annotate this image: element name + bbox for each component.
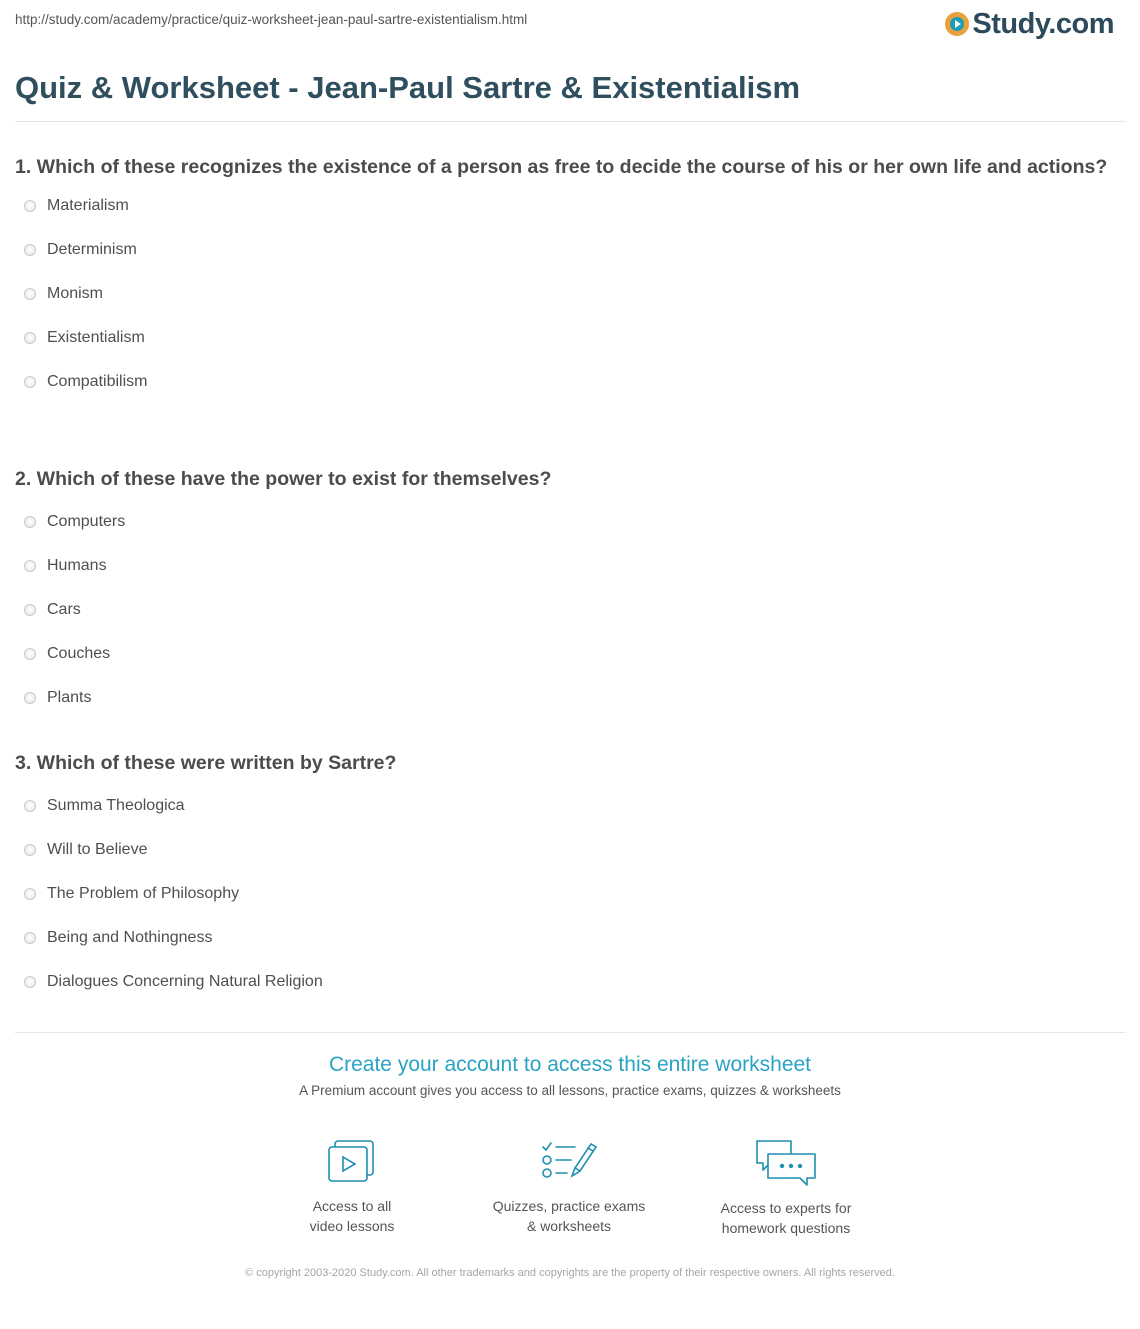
play-logo-icon [945, 12, 969, 36]
radio-button[interactable] [24, 844, 36, 856]
radio-button[interactable] [24, 800, 36, 812]
radio-button[interactable] [24, 288, 36, 300]
feature-label-line: Access to all [312, 1198, 392, 1214]
create-account-link[interactable]: Create your account to access this entire worksheet [328, 1053, 812, 1076]
radio-button[interactable] [24, 560, 36, 572]
promo-divider [15, 1032, 1125, 1033]
page-title: Quiz & Worksheet - Jean-Paul Sartre & Existentialism [15, 70, 801, 105]
study-logo[interactable] [945, 8, 1114, 40]
answer-option[interactable] [15, 676, 1115, 720]
feature-label-line: homework questions [721, 1220, 851, 1236]
question-text: 2. Which of these have the power to exist for themselves? [15, 468, 552, 490]
question-text: 3. Which of these were written by Sartre? [15, 752, 397, 774]
question-3 [15, 749, 1115, 1004]
option-label: Computers [47, 513, 126, 530]
option-label: Compatibilism [47, 373, 148, 390]
answer-options [15, 184, 1115, 404]
feature-video-lessons [252, 1138, 452, 1236]
option-label: Humans [47, 557, 107, 574]
radio-button[interactable] [24, 332, 36, 344]
radio-button[interactable] [24, 888, 36, 900]
chat-bubbles-icon [754, 1138, 818, 1188]
radio-button[interactable] [24, 244, 36, 256]
radio-button[interactable] [24, 604, 36, 616]
radio-button[interactable] [24, 692, 36, 704]
top-bar [0, 0, 1140, 50]
radio-button[interactable] [24, 932, 36, 944]
option-label: The Problem of Philosophy [47, 885, 240, 902]
radio-button[interactable] [24, 376, 36, 388]
answer-options [15, 784, 1115, 1004]
option-label: Plants [47, 689, 92, 706]
quiz-checklist-icon [539, 1138, 599, 1186]
option-label: Summa Theologica [47, 797, 185, 814]
radio-button[interactable] [24, 648, 36, 660]
title-divider [15, 121, 1125, 122]
radio-button[interactable] [24, 200, 36, 212]
option-label: Existentialism [47, 329, 145, 346]
radio-button[interactable] [24, 516, 36, 528]
feature-label-line: & worksheets [526, 1218, 612, 1234]
feature-label-line: video lessons [309, 1218, 395, 1234]
feature-label [469, 1196, 669, 1236]
answer-option[interactable] [15, 872, 1115, 916]
option-label: Cars [47, 601, 81, 618]
promo-subtitle: A Premium account gives you access to all lessons, practice exams, quizzes & worksheets [299, 1083, 841, 1098]
option-label: Monism [47, 285, 104, 302]
answer-option[interactable] [15, 316, 1115, 360]
answer-option[interactable] [15, 828, 1115, 872]
question-text: 1. Which of these recognizes the existence of a person as free to decide the course of his or her own life and actions? [15, 156, 1108, 178]
radio-button[interactable] [24, 976, 36, 988]
answer-option[interactable] [15, 184, 1115, 228]
answer-option[interactable] [15, 588, 1115, 632]
option-label: Determinism [47, 241, 137, 258]
answer-option[interactable] [15, 632, 1115, 676]
option-label: Materialism [47, 197, 129, 214]
answer-option[interactable] [15, 500, 1115, 544]
answer-options [15, 500, 1115, 720]
logo-text: Study.com [972, 7, 1114, 40]
copyright-notice: © copyright 2003-2020 Study.com. All other trademarks and copyrights are the property of their respective owners. All rights reserved. [245, 1267, 895, 1279]
answer-option[interactable] [15, 360, 1115, 404]
answer-option[interactable] [15, 784, 1115, 828]
video-lessons-icon [324, 1138, 380, 1186]
feature-label-line: Quizzes, practice exams [492, 1198, 646, 1214]
option-label: Being and Nothingness [47, 929, 213, 946]
answer-option[interactable] [15, 228, 1115, 272]
feature-label-line: Access to experts for [720, 1200, 852, 1216]
feature-label [686, 1198, 886, 1238]
question-1 [15, 153, 1115, 404]
answer-option[interactable] [15, 916, 1115, 960]
page-url: http://study.com/academy/practice/quiz-worksheet-jean-paul-sartre-existentialism.html [15, 12, 528, 27]
feature-label [252, 1196, 452, 1236]
option-label: Will to Believe [47, 841, 148, 858]
option-label: Dialogues Concerning Natural Religion [47, 973, 323, 990]
premium-promo [0, 1053, 1140, 1098]
answer-option[interactable] [15, 272, 1115, 316]
option-label: Couches [47, 645, 111, 662]
question-2 [15, 465, 1115, 720]
feature-experts [686, 1138, 886, 1238]
answer-option[interactable] [15, 544, 1115, 588]
answer-option[interactable] [15, 960, 1115, 1004]
feature-quizzes [469, 1138, 669, 1236]
